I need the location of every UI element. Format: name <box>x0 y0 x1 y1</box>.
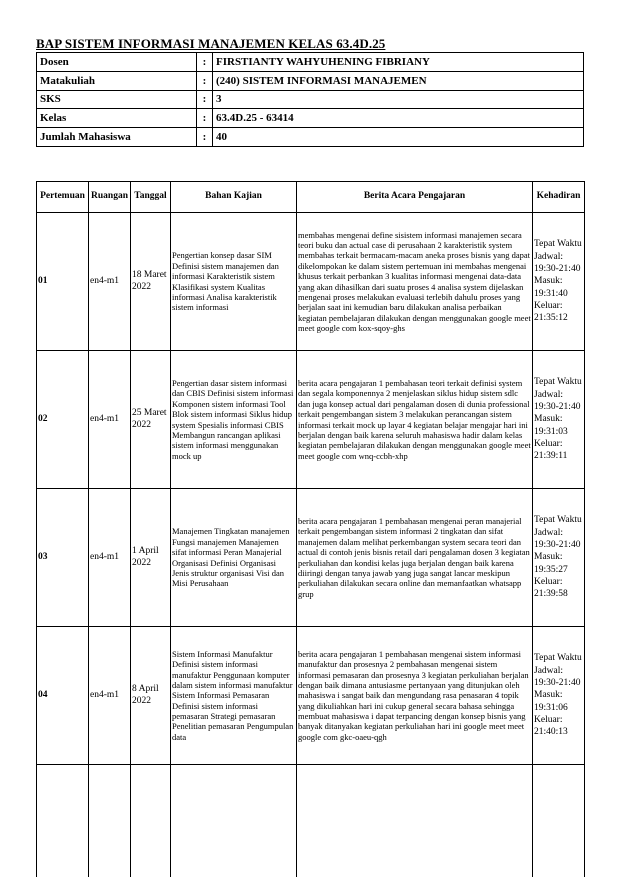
attendance-in: Masuk: 19:31:40 <box>534 276 568 299</box>
info-value: (240) SISTEM INFORMASI MANAJEMEN <box>213 71 584 90</box>
cell-berita-acara: berita acara pengajaran 1 pembahasan teori terkait definisi system dan segala komponennya 2 menjelaskan siklus hidup sistem sdlc dan juga konsep actual dari pengalaman dosen di dunia professional terkait pengembangan sistem 3 melakukan perancangan sistem informasi terkait mock up layar 4 kegiatan belajar mengajar hari ini berjalan dengan baik karena seluruh mahasiswa hadir dalam kelas kegiatan pembelajaran dilakukan dengan menggunakan google meet meet google com wnq-ccbh-xhp <box>297 351 533 489</box>
course-info-table <box>36 52 584 147</box>
cell-bahan-kajian: Manajemen Tingkatan manajemen Fungsi manajemen Manajemen sifat informasi Peran Manajerial Organisasi Definisi Organisasi Jenis struktur organisasi Visi dan Misi Perusahaan <box>171 489 297 627</box>
header-pertemuan: Pertemuan <box>37 182 89 213</box>
cell-kehadiran <box>533 351 585 489</box>
cell-pertemuan: 01 <box>37 213 89 351</box>
cell-pertemuan: 04 <box>37 627 89 765</box>
empty-cell <box>297 765 533 877</box>
header-bahan-kajian: Bahan Kajian <box>171 182 297 213</box>
cell-tanggal: 25 Maret 2022 <box>131 351 171 489</box>
info-colon: : <box>197 90 213 109</box>
table-row <box>37 489 585 627</box>
info-colon: : <box>197 71 213 90</box>
table-row <box>37 213 585 351</box>
info-label: SKS <box>37 90 197 109</box>
cell-berita-acara: berita acara pengajaran 1 pembahasan mengenai peran manajerial terkait pengembangan sistem informasi 2 tingkatan dan sifat manajemen dalam melihat perkembangan system secara teori dan actual di contoh jenis bisnis retail dari pengalaman dosen 3 kegiatan perkuliahan dan kondisi kelas juga berjalan dengan baik karena diiringi dengan tanya jawab yang juga sangat lancar meskipun perkuliahan dilakukan secara online dan memanfaatkan whatsapp grup <box>297 489 533 627</box>
table-row <box>37 351 585 489</box>
attendance-status: Tepat Waktu <box>534 515 582 526</box>
cell-ruangan: en4-m1 <box>89 489 131 627</box>
cell-bahan-kajian: Pengertian dasar sistem informasi dan CBIS Definisi sistem informasi Komponen sistem informasi Tool Blok sistem informasi Siklus hidup system Spesialis informasi CBIS Membangun rancangan aplikasi sistem informasi menggunakan mock up <box>171 351 297 489</box>
attendance-schedule: Jadwal: 19:30-21:40 <box>534 251 581 274</box>
cell-bahan-kajian: Sistem Informasi Manufaktur Definisi sistem informasi manufaktur Penggunaan komputer dalam sistem informasi manufaktur Sistem Informasi Pemasaran Definisi sistem informasi pemasaran Strategi pemasaran Penelitian pemasaran Pengumpulan data <box>171 627 297 765</box>
attendance-out: Keluar: 21:40:13 <box>534 715 568 738</box>
attendance-status: Tepat Waktu <box>534 653 582 664</box>
attendance-schedule: Jadwal: 19:30-21:40 <box>534 389 581 412</box>
info-value: 3 <box>213 90 584 109</box>
info-colon: : <box>197 128 213 147</box>
attendance-status: Tepat Waktu <box>534 377 582 388</box>
empty-cell <box>37 765 89 877</box>
cell-berita-acara: berita acara pengajaran 1 pembahasan mengenai sistem informasi manufaktur dan prosesnya 2 pembahasan mengenai sistem informasi pemasaran dan prosesnya 3 kegiatan perkuliahan berjalan dengan baik dimana antusiasme pertanyaan yang ditunjukan oleh mahasiswa i sangat baik dan mengundang rasa penasaran 4 topik yang dikuliahkan hari ini cukup general secara bahasa sehingga membuat mahasiswa i dapat terpancing dengan konsep bisnis yang banyak ditanyakan kegiatan perkuliahan hari ini google meet meet google com gkc-oaeu-qgh <box>297 627 533 765</box>
table-row-empty <box>37 765 585 877</box>
page-title: BAP SISTEM INFORMASI MANAJEMEN KELAS 63.4D.25 <box>36 36 386 51</box>
cell-berita-acara: membahas mengenai define sisistem informasi manajemen secara teori buku dan actual case di perusahaan 2 karakteristik system membahas terkait bermacam-macam aneka proses bisnis yang dapat dikelompokan ke dalam sistem pertemuan ini membahas mengenai khusus terkait perbankan 3 kualitas informasi mengenai data-data yang akan dihasilkan dari suatu proses 4 analisa system dijelaskan mengenai proses melakukan evaluasi terlebih dahulu proses yang berjalan saat ini kemudian baru dilakukan analisa perbaikan kegiatan pembelajaran dilakukan dengan menggunakan google meet meet google com kox-sqoy-ghs <box>297 213 533 351</box>
attendance-schedule: Jadwal: 19:30-21:40 <box>534 665 581 688</box>
info-row-jumlah-mahasiswa <box>37 128 584 147</box>
cell-bahan-kajian: Pengertian konsep dasar SIM Definisi sistem manajemen dan informasi Karakteristik sistem Klasifikasi system Kualitas informasi Analisa karakteristik sistem informasi <box>171 213 297 351</box>
attendance-out: Keluar: 21:39:58 <box>534 577 568 600</box>
cell-ruangan: en4-m1 <box>89 627 131 765</box>
cell-pertemuan: 03 <box>37 489 89 627</box>
attendance-out: Keluar: 21:35:12 <box>534 301 568 324</box>
table-header-row <box>37 182 585 213</box>
attendance-in: Masuk: 19:35:27 <box>534 552 568 575</box>
cell-kehadiran <box>533 627 585 765</box>
info-label: Jumlah Mahasiswa <box>37 128 197 147</box>
info-label: Matakuliah <box>37 71 197 90</box>
info-value: 40 <box>213 128 584 147</box>
info-row-sks <box>37 90 584 109</box>
empty-cell <box>533 765 585 877</box>
cell-ruangan: en4-m1 <box>89 213 131 351</box>
cell-kehadiran <box>533 489 585 627</box>
attendance-out: Keluar: 21:39:11 <box>534 439 568 462</box>
empty-cell <box>171 765 297 877</box>
attendance-in: Masuk: 19:31:06 <box>534 690 568 713</box>
empty-cell <box>131 765 171 877</box>
info-row-matakuliah <box>37 71 584 90</box>
header-ruangan: Ruangan <box>89 182 131 213</box>
info-value: FIRSTIANTY WAHYUHENING FIBRIANY <box>213 53 584 72</box>
cell-kehadiran <box>533 213 585 351</box>
cell-tanggal: 1 April 2022 <box>131 489 171 627</box>
cell-tanggal: 18 Maret 2022 <box>131 213 171 351</box>
cell-pertemuan: 02 <box>37 351 89 489</box>
info-colon: : <box>197 109 213 128</box>
info-value: 63.4D.25 - 63414 <box>213 109 584 128</box>
bap-table <box>36 181 585 877</box>
attendance-status: Tepat Waktu <box>534 239 582 250</box>
empty-cell <box>89 765 131 877</box>
attendance-in: Masuk: 19:31:03 <box>534 414 568 437</box>
cell-tanggal: 8 April 2022 <box>131 627 171 765</box>
header-kehadiran: Kehadiran <box>533 182 585 213</box>
info-row-dosen <box>37 53 584 72</box>
table-row <box>37 627 585 765</box>
header-tanggal: Tanggal <box>131 182 171 213</box>
info-colon: : <box>197 53 213 72</box>
info-row-kelas <box>37 109 584 128</box>
header-berita-acara: Berita Acara Pengajaran <box>297 182 533 213</box>
info-label: Kelas <box>37 109 197 128</box>
info-label: Dosen <box>37 53 197 72</box>
cell-ruangan: en4-m1 <box>89 351 131 489</box>
attendance-schedule: Jadwal: 19:30-21:40 <box>534 527 581 550</box>
